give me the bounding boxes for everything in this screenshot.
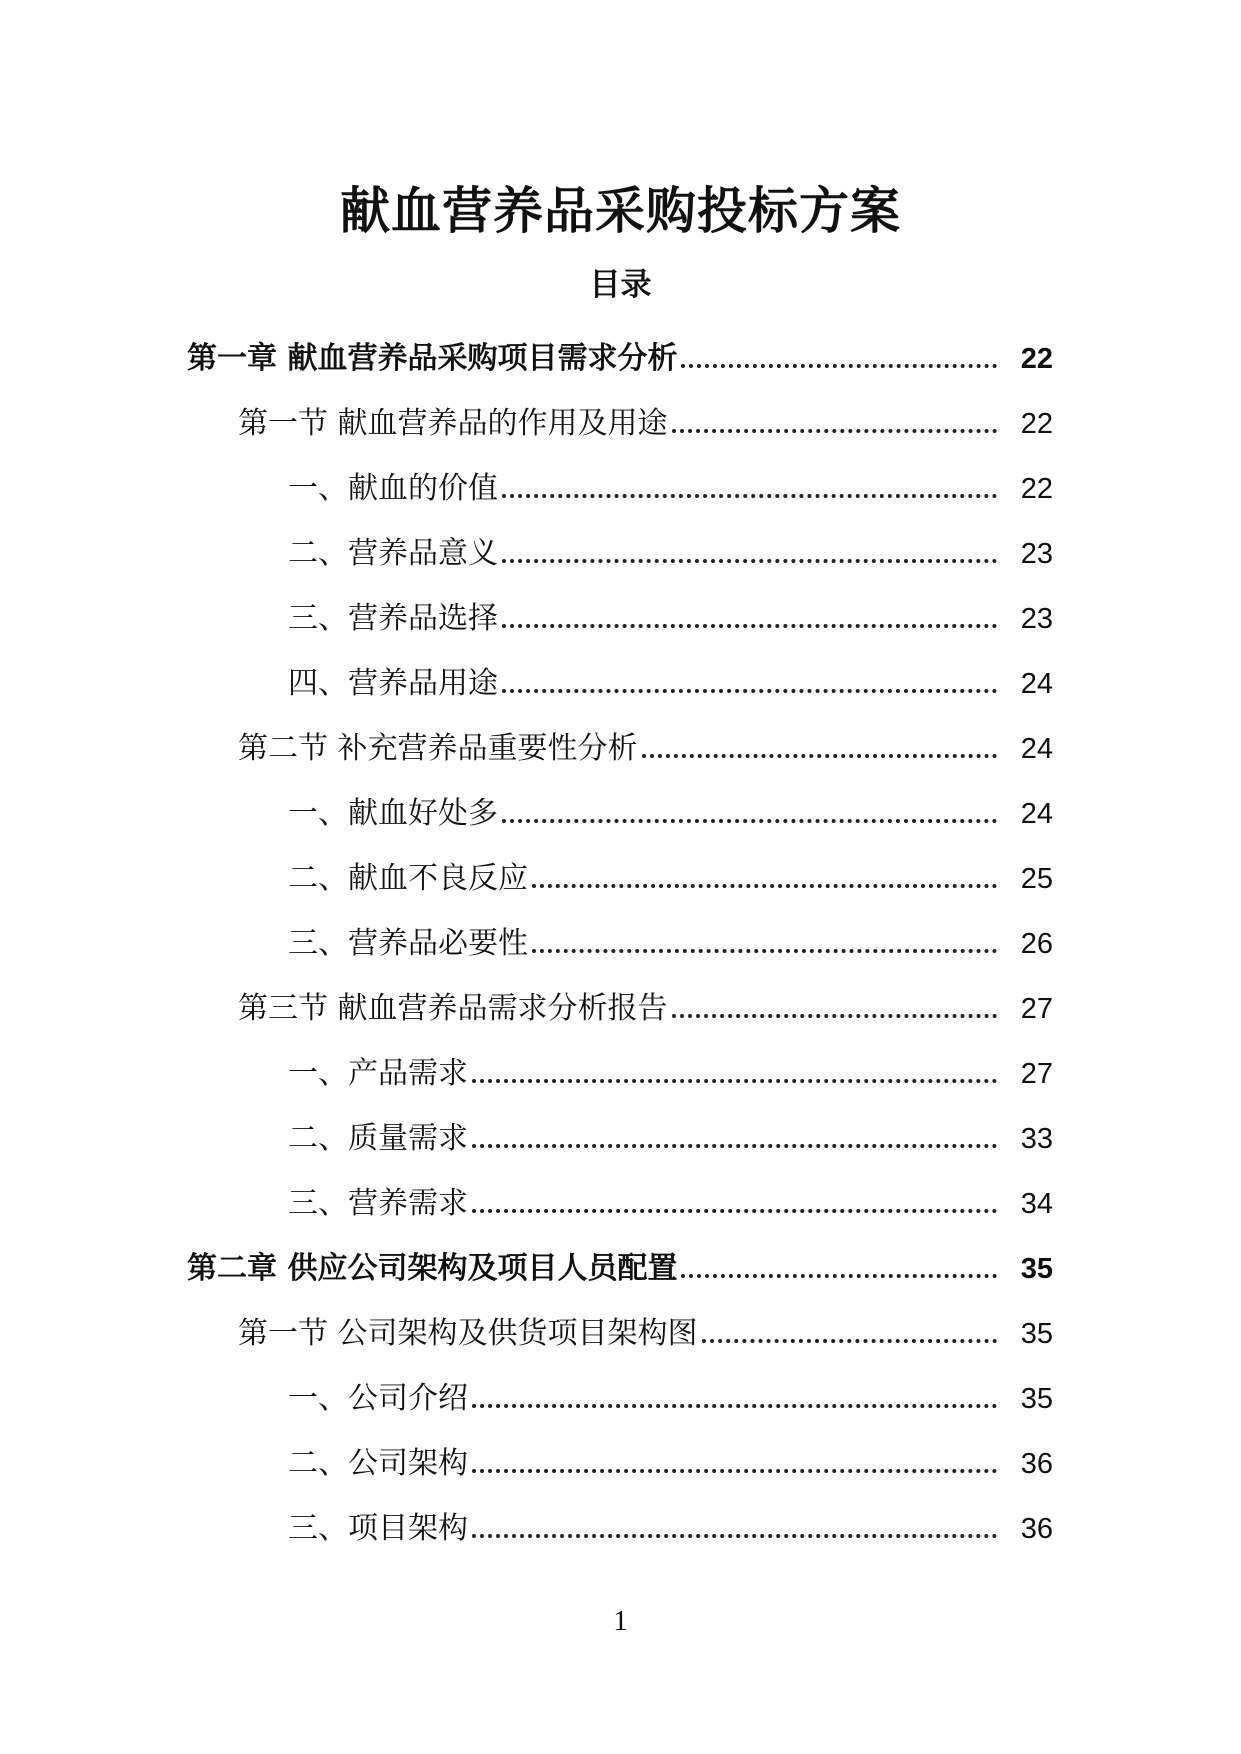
toc-entry-label: 一、献血好处多 [288, 795, 498, 831]
toc-dot-leader [502, 494, 997, 498]
toc-entry[interactable] [0, 716, 1241, 781]
toc-entry-page-number: 25 [1020, 862, 1053, 895]
toc-dot-leader [472, 1469, 997, 1473]
toc-dot-leader [532, 884, 997, 888]
toc-heading: 目录 [589, 267, 652, 303]
toc-entry-label: 二、献血不良反应 [288, 860, 528, 896]
toc-dot-leader [681, 1274, 997, 1278]
toc-entry-label: 第一节 公司架构及供货项目架构图 [238, 1315, 698, 1351]
toc-dot-leader [472, 1534, 997, 1538]
toc-entry-label: 第二章 供应公司架构及项目人员配置 [187, 1250, 678, 1286]
toc-entry-label: 第一章 献血营养品采购项目需求分析 [187, 340, 678, 376]
toc-dot-leader [681, 364, 997, 368]
toc-entry-page-number: 35 [1020, 1382, 1053, 1415]
toc-entry[interactable] [0, 1236, 1241, 1301]
toc-dot-leader [672, 429, 997, 433]
toc-entry-page-number: 35 [1020, 1317, 1053, 1350]
toc-dot-leader [472, 1209, 997, 1213]
toc-entry-page-number: 24 [1020, 667, 1053, 700]
toc-entry[interactable] [0, 1431, 1241, 1496]
toc-entry-label: 三、营养需求 [288, 1185, 468, 1221]
toc-entry-page-number: 26 [1020, 927, 1053, 960]
toc-entry-page-number: 36 [1020, 1447, 1053, 1480]
toc-entry-label: 四、营养品用途 [288, 665, 498, 701]
toc-dot-leader [672, 1014, 997, 1018]
toc-entry[interactable] [0, 586, 1241, 651]
toc-entry[interactable] [0, 846, 1241, 911]
toc-dot-leader [532, 949, 997, 953]
toc-dot-leader [472, 1144, 997, 1148]
toc-entry-page-number: 23 [1020, 537, 1053, 570]
toc-entry-page-number: 33 [1020, 1122, 1053, 1155]
toc-entry-label: 三、营养品必要性 [288, 925, 528, 961]
toc-entry-label: 二、营养品意义 [288, 535, 498, 571]
toc-entry-label: 二、质量需求 [288, 1120, 468, 1156]
toc-entry-label: 第一节 献血营养品的作用及用途 [238, 405, 668, 441]
toc-dot-leader [702, 1339, 997, 1343]
toc-entry[interactable] [0, 1301, 1241, 1366]
toc-entry-page-number: 22 [1020, 472, 1053, 505]
toc-entry[interactable] [0, 1171, 1241, 1236]
toc-entry[interactable] [0, 326, 1241, 391]
toc-entry[interactable] [0, 456, 1241, 521]
page-number: 1 [613, 1605, 628, 1637]
toc-entry-page-number: 22 [1020, 342, 1053, 375]
toc-dot-leader [472, 1404, 997, 1408]
toc-entry-label: 三、营养品选择 [288, 600, 498, 636]
toc-entry-label: 一、产品需求 [288, 1055, 468, 1091]
toc-entry[interactable] [0, 521, 1241, 586]
toc-entry-label: 一、公司介绍 [288, 1380, 468, 1416]
toc-entry-page-number: 22 [1020, 407, 1053, 440]
toc-entry[interactable] [0, 781, 1241, 846]
toc-entry-label: 三、项目架构 [288, 1510, 468, 1546]
toc-entry-label: 二、公司架构 [288, 1445, 468, 1481]
toc-entry[interactable] [0, 911, 1241, 976]
toc-entry[interactable] [0, 1496, 1241, 1561]
document-title: 献血营养品采购投标方案 [340, 182, 901, 240]
toc-entry-page-number: 27 [1020, 992, 1053, 1025]
toc-entry-page-number: 27 [1020, 1057, 1053, 1090]
toc-entry-label: 一、献血的价值 [288, 470, 498, 506]
toc-dot-leader [502, 559, 997, 563]
toc-entry[interactable] [0, 651, 1241, 716]
toc-entry-page-number: 34 [1020, 1187, 1053, 1220]
toc-entry[interactable] [0, 1106, 1241, 1171]
toc-entry[interactable] [0, 1366, 1241, 1431]
toc-dot-leader [502, 819, 997, 823]
toc-entry-page-number: 36 [1020, 1512, 1053, 1545]
table-of-contents [0, 326, 1241, 1561]
toc-dot-leader [472, 1079, 997, 1083]
toc-dot-leader [642, 754, 997, 758]
toc-entry[interactable] [0, 391, 1241, 456]
toc-entry[interactable] [0, 1041, 1241, 1106]
toc-entry-label: 第二节 补充营养品重要性分析 [238, 730, 638, 766]
toc-dot-leader [502, 689, 997, 693]
toc-entry-page-number: 24 [1020, 797, 1053, 830]
toc-entry-page-number: 35 [1020, 1252, 1053, 1285]
toc-entry[interactable] [0, 976, 1241, 1041]
toc-entry-page-number: 24 [1020, 732, 1053, 765]
toc-entry-label: 第三节 献血营养品需求分析报告 [238, 990, 668, 1026]
toc-dot-leader [502, 624, 997, 628]
toc-entry-page-number: 23 [1020, 602, 1053, 635]
